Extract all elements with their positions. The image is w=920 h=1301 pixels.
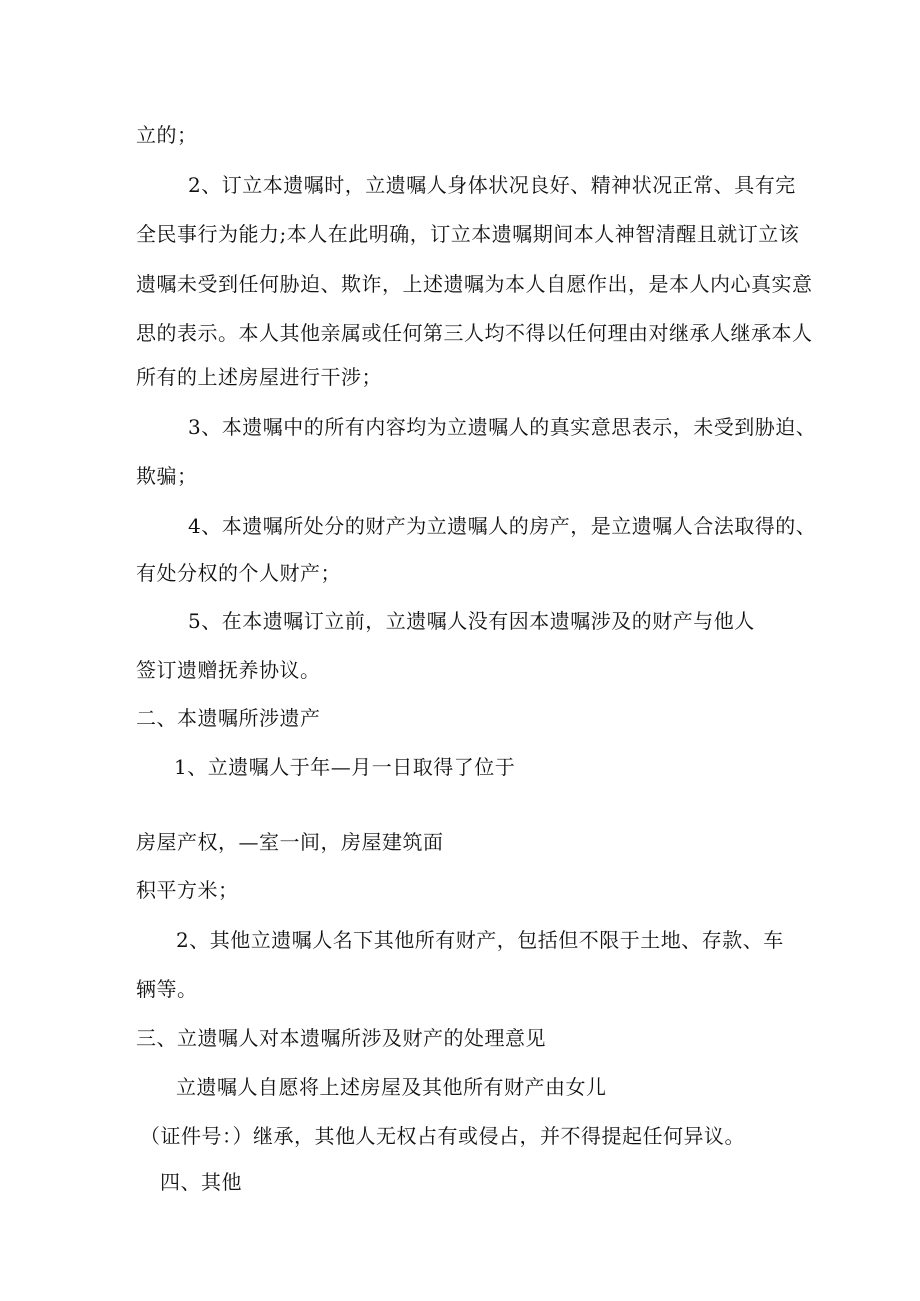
text-line: 立的； bbox=[136, 123, 198, 147]
text-line: 2、其他立遗嘱人名下其他所有财产，包括但不限于土地、存款、车 bbox=[176, 928, 784, 952]
text-line: （证件号：）继承，其他人无权占有或侵占，并不得提起任何异议。 bbox=[140, 1124, 745, 1148]
text-line: 3、本遗嘱中的所有内容均为立遗嘱人的真实意思表示，未受到胁迫、 bbox=[188, 415, 817, 439]
text-line: 所有的上述房屋进行干涉； bbox=[136, 365, 382, 389]
text-line: 思的表示。本人其他亲属或任何第三人均不得以任何理由对继承人继承本人 bbox=[136, 321, 813, 345]
text-line: 2、订立本遗嘱时，立遗嘱人身体状况良好、精神状况正常、具有完 bbox=[188, 173, 796, 197]
text-line: 1、立遗嘱人于年—月一日取得了位于 bbox=[174, 755, 516, 779]
text-line: 积平方米； bbox=[136, 878, 239, 902]
text-line: 遗嘱未受到任何胁迫、欺诈，上述遗嘱为本人自愿作出，是本人内心真实意 bbox=[136, 272, 813, 296]
section-heading: 三、立遗嘱人对本遗嘱所涉及财产的处理意见 bbox=[136, 1026, 546, 1050]
text-line: 辆等。 bbox=[136, 977, 198, 1001]
text-line: 全民事行为能力;本人在此明确，订立本遗嘱期间本人神智清醒且就订立该 bbox=[136, 222, 800, 246]
text-line: 欺骗； bbox=[136, 464, 198, 488]
text-line: 立遗嘱人自愿将上述房屋及其他所有财产由女儿 bbox=[176, 1075, 607, 1099]
text-line: 房屋产权，—室一间，房屋建筑面 bbox=[136, 830, 444, 854]
text-line: 4、本遗嘱所处分的财产为立遗嘱人的房产，是立遗嘱人合法取得的、 bbox=[188, 514, 817, 538]
text-line: 有处分权的个人财产； bbox=[136, 561, 341, 585]
section-heading: 四、其他 bbox=[160, 1170, 242, 1194]
text-line: 5、在本遗嘱订立前，立遗嘱人没有因本遗嘱涉及的财产与他人 bbox=[188, 609, 755, 633]
text-line: 签订遗赠抚养协议。 bbox=[136, 658, 321, 682]
section-heading: 二、本遗嘱所涉遗产 bbox=[136, 706, 321, 730]
